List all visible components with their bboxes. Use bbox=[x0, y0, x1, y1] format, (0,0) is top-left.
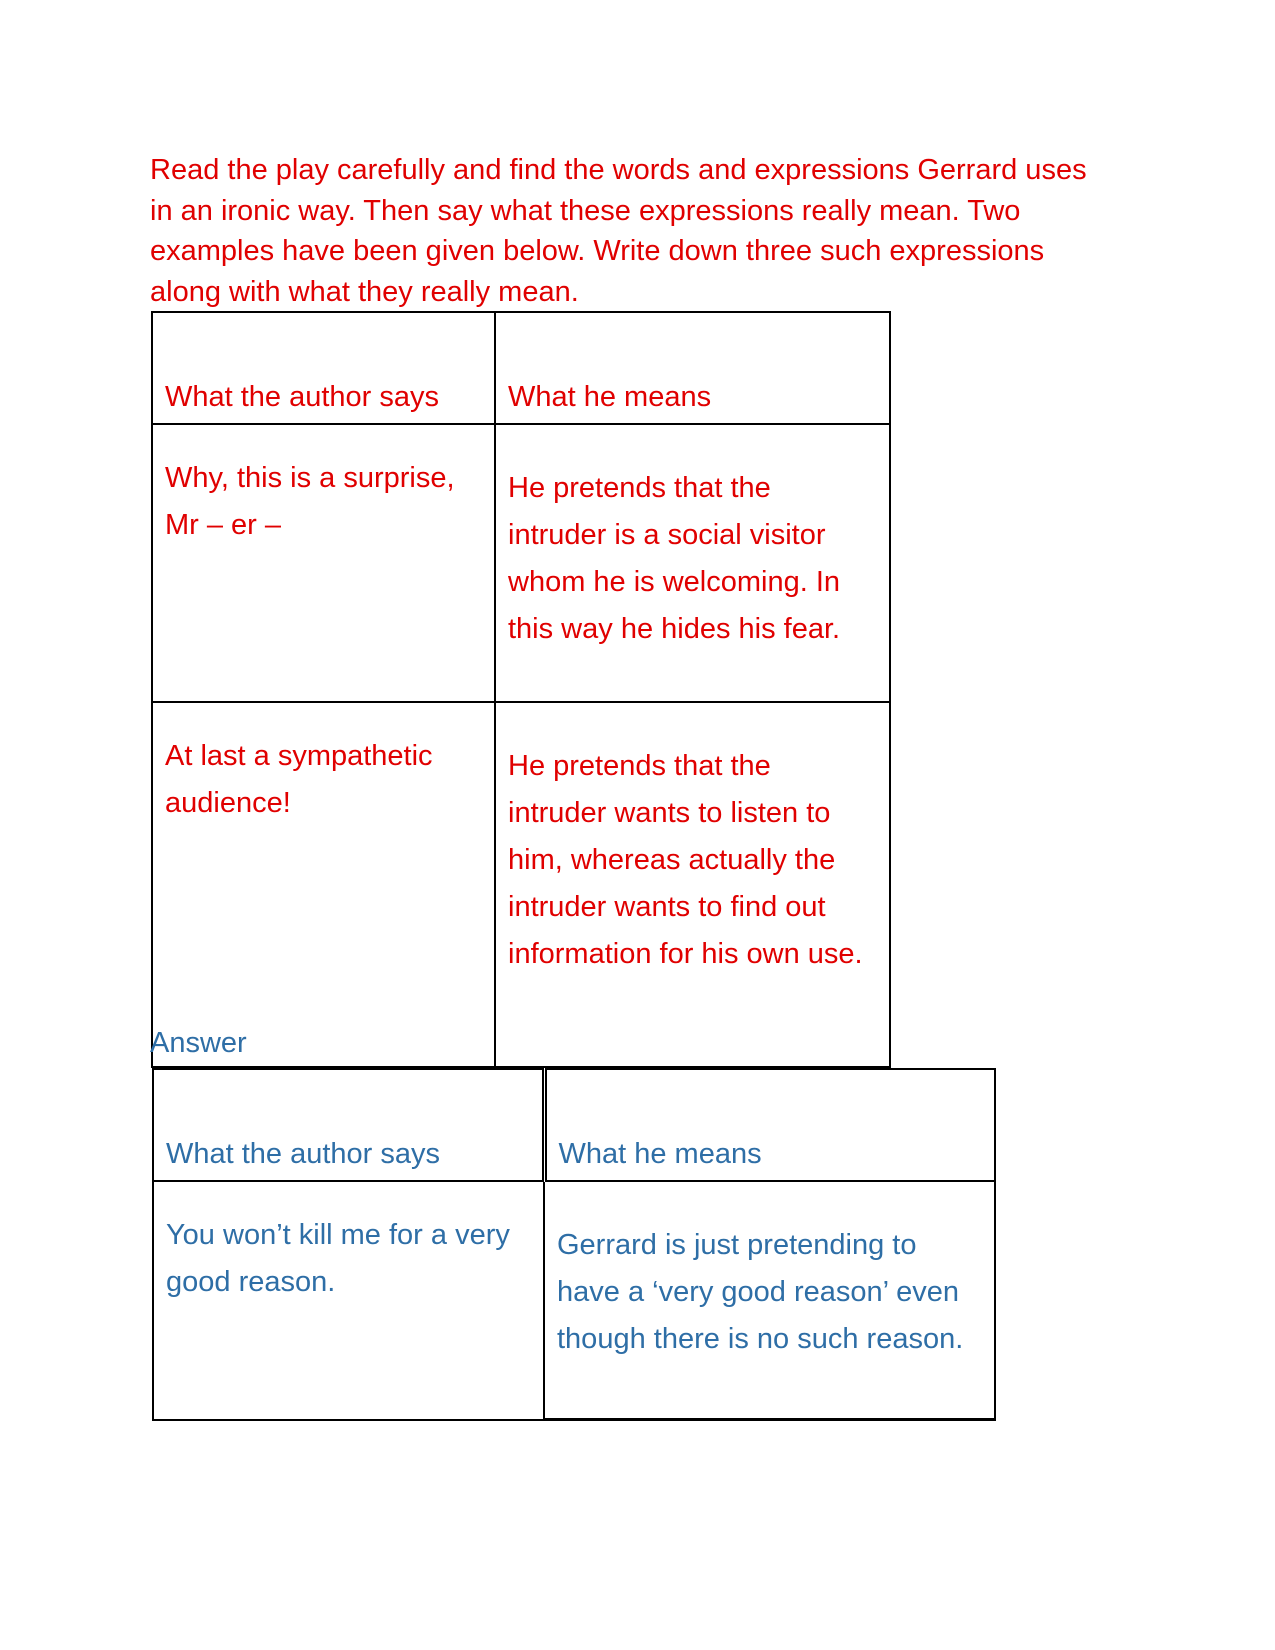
author-means-cell: He pretends that the intruder is a social visitor whom he is welcoming. In this way he hides his fear. bbox=[495, 424, 890, 702]
author-means-cell: He pretends that the intruder wants to listen to him, whereas actually the intruder wants to find out information for his own use. bbox=[495, 702, 890, 1067]
table-row bbox=[152, 702, 890, 1067]
answer-label: Answer bbox=[150, 1027, 247, 1059]
table-header-row bbox=[152, 312, 890, 424]
table-header-row bbox=[153, 1069, 995, 1181]
author-says-cell: Why, this is a surprise, Mr – er – bbox=[152, 424, 495, 702]
column-header-means: What he means bbox=[495, 312, 890, 424]
example-table bbox=[151, 311, 891, 1068]
table-row bbox=[152, 424, 890, 702]
column-header-means: What he means bbox=[544, 1069, 995, 1181]
answer-table bbox=[152, 1068, 996, 1421]
column-header-says: What the author says bbox=[153, 1069, 544, 1181]
author-means-cell: Gerrard is just pretending to have a ‘very good reason’ even though there is no such reason. bbox=[544, 1181, 995, 1420]
table-row bbox=[153, 1181, 995, 1420]
column-header-says: What the author says bbox=[152, 312, 495, 424]
author-says-cell: You won’t kill me for a very good reason. bbox=[153, 1181, 544, 1420]
instructions-text: Read the play carefully and find the words and expressions Gerrard uses in an ironic way. Then say what these expressions really mean. Two examples have been given below. Write down three such expressions along with what they really mean. bbox=[150, 154, 1087, 308]
author-says-cell: At last a sympathetic audience! bbox=[152, 702, 495, 1067]
